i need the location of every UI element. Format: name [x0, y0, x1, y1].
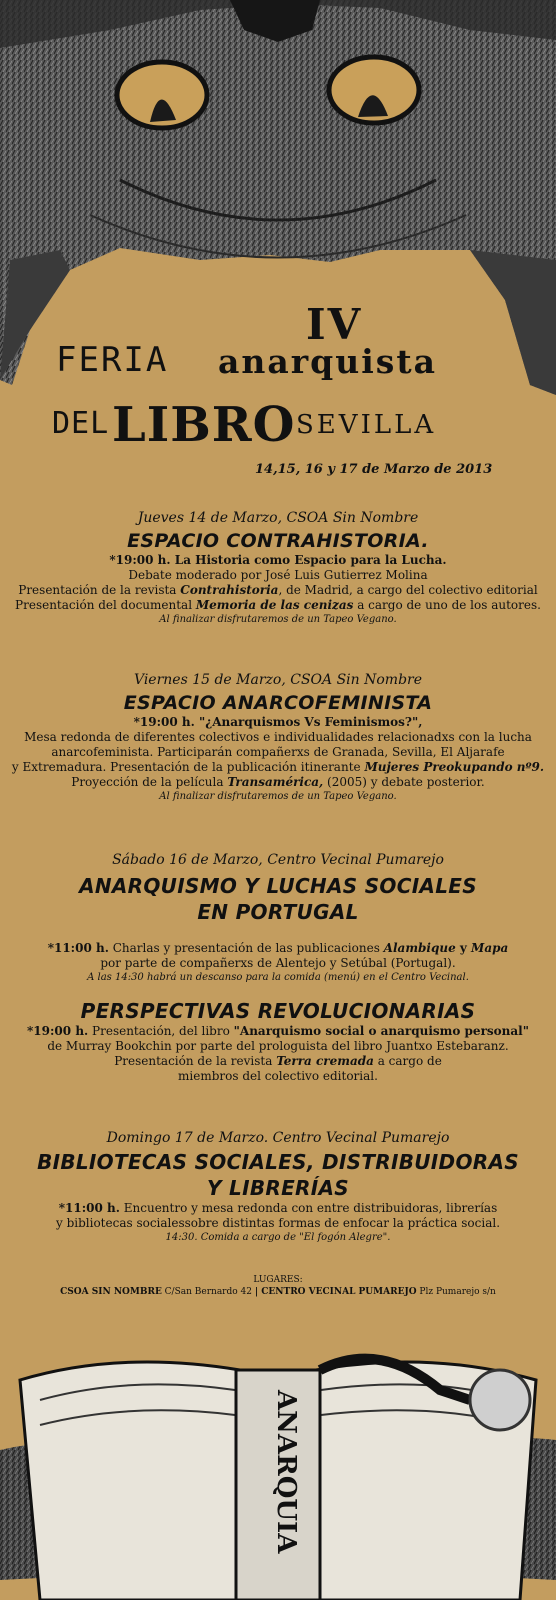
day-4-note: 14:30. Comida a cargo de "El fogón Alegre".	[165, 1232, 391, 1243]
title-feria: FERIA	[56, 340, 169, 380]
day-1-line-4: Presentación del documental Memoria de las cenizas a cargo de uno de los autores.	[15, 598, 541, 612]
day-3-line-2: por parte de compañerxs de Alentejo y Setúbal (Portugal).	[100, 956, 456, 970]
day-4-title-1: BIBLIOTECAS SOCIALES, DISTRIBUIDORAS	[37, 1150, 519, 1174]
venues-label: LUGARES:	[253, 1275, 303, 1285]
day-1-title: ESPACIO CONTRAHISTORIA.	[127, 530, 429, 552]
day-3-heading: Sábado 16 de Marzo, Centro Vecinal Pumarejo	[112, 852, 444, 868]
day-1-line-1: *19:00 h. La Historia como Espacio para la Lucha.	[109, 553, 447, 567]
day-4-section	[0, 1130, 556, 1244]
day-1-note: Al finalizar disfrutaremos de un Tapeo Vegano.	[159, 614, 397, 625]
title-sevilla: SEVILLA	[296, 410, 437, 440]
day-2-line-4: y Extremadura. Presentación de la publicación itinerante Mujeres Preokupando nº9.	[11, 760, 545, 774]
day-2-note: Al finalizar disfrutaremos de un Tapeo Vegano.	[159, 791, 397, 802]
book-spine-text: ANARQUIA	[271, 1390, 301, 1554]
venue-1-address: C/San Bernardo 42	[161, 1287, 255, 1297]
venues-list	[0, 1286, 556, 1298]
day-4-heading: Domingo 17 de Marzo. Centro Vecinal Pumarejo	[106, 1130, 450, 1146]
title-del: DEL	[52, 406, 110, 441]
day-2-heading: Viernes 15 de Marzo, CSOA Sin Nombre	[133, 672, 423, 688]
edition-number: IV	[306, 300, 363, 349]
day-2-line-5: Proyección de la película Transamérica, (2005) y debate posterior.	[71, 775, 485, 789]
day-3-line-5: Presentación de la revista Terra cremada a cargo de	[114, 1054, 442, 1068]
open-book-illustration	[0, 1330, 556, 1600]
day-2-line-3: anarcofeminista. Participarán compañerxs de Granada, Sevilla, El Aljarafe	[51, 745, 505, 759]
day-3-title-1: ANARQUISMO Y LUCHAS SOCIALES	[79, 874, 477, 898]
event-dates: 14,15, 16 y 17 de Marzo de 2013	[255, 462, 493, 477]
venue-2-address: Plz Pumarejo s/n	[416, 1287, 496, 1297]
venues-footer	[0, 1274, 556, 1298]
day-4-line-1: *11:00 h. Encuentro y mesa redonda con entre distribuidoras, librerías	[58, 1201, 498, 1215]
day-4-line-2: y bibliotecas socialessobre distintas formas de enfocar la práctica social.	[55, 1216, 501, 1230]
venue-separator: |	[254, 1287, 259, 1297]
day-2-section	[0, 672, 556, 803]
title-anarquista: anarquista	[218, 342, 437, 381]
day-3-note: A las 14:30 habrá un descanso para la comida (menú) en el Centro Vecinal.	[87, 972, 469, 983]
day-3-line-1: *11:00 h. Charlas y presentación de las publicaciones Alambique y Mapa	[47, 941, 509, 955]
title-libro: LIBRO	[112, 397, 296, 453]
day-1-section	[0, 510, 556, 626]
day-3-section	[0, 852, 556, 1084]
day-3-title-3: PERSPECTIVAS REVOLUCIONARIAS	[80, 999, 476, 1023]
day-3-line-6: miembros del colectivo editorial.	[178, 1069, 378, 1083]
day-1-line-2: Debate moderado por José Luis Gutierrez Molina	[128, 568, 428, 582]
venue-1-name: CSOA SIN NOMBRE	[60, 1287, 162, 1297]
day-1-heading: Jueves 14 de Marzo, CSOA Sin Nombre	[137, 510, 419, 526]
day-1-line-3: Presentación de la revista Contrahistoria, de Madrid, a cargo del colectivo editorial	[18, 583, 538, 597]
venue-2-name: CENTRO VECINAL PUMAREJO	[258, 1287, 417, 1297]
day-2-line-1: *19:00 h. "¿Anarquismos Vs Feminismos?",	[133, 715, 423, 729]
day-3-line-4: de Murray Bookchin por parte del prologuista del libro Juantxo Estebaranz.	[47, 1039, 509, 1053]
day-3-title-2: EN PORTUGAL	[197, 900, 359, 924]
day-3-line-3: *19:00 h. Presentación, del libro "Anarquismo social o anarquismo personal"	[27, 1024, 529, 1038]
day-2-line-2: Mesa redonda de diferentes colectivos e individualidades relacionadxs con la lucha	[24, 730, 532, 744]
day-4-title-2: Y LIBRERÍAS	[207, 1176, 349, 1200]
day-2-title: ESPACIO ANARCOFEMINISTA	[123, 692, 433, 714]
